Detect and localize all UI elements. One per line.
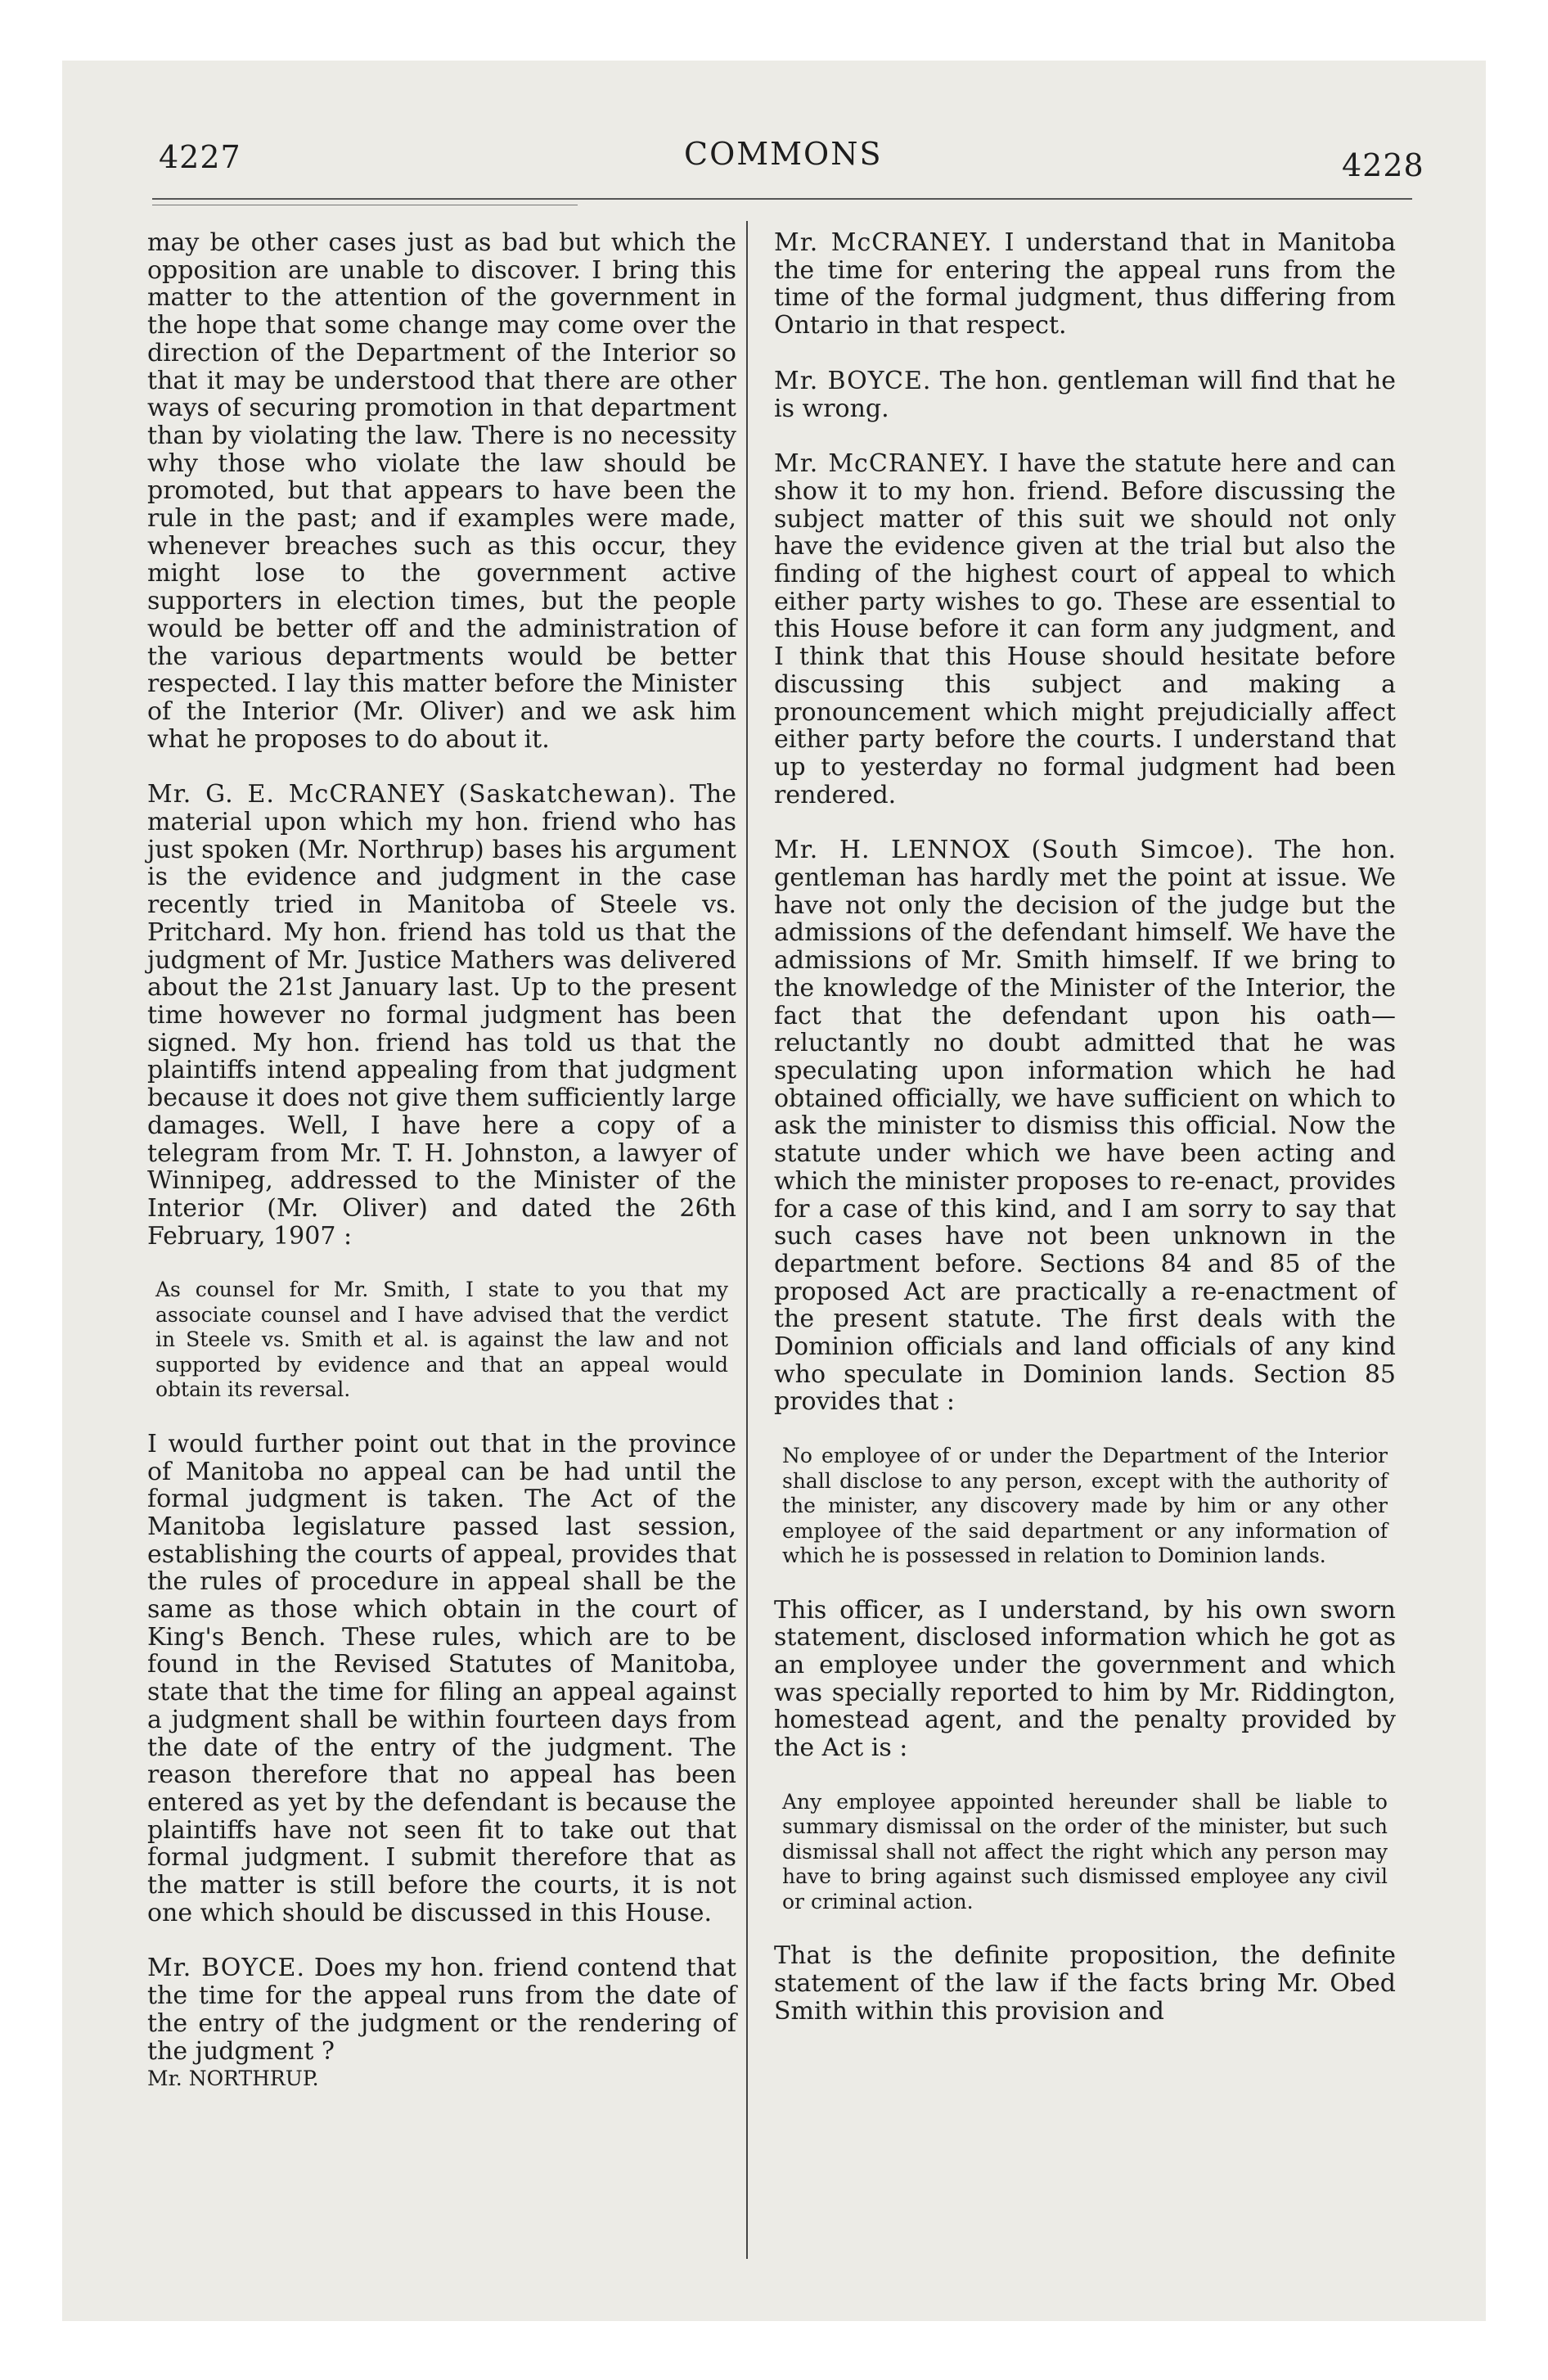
- paragraph: [774, 367, 1396, 422]
- paragraph: That is the definite proposition, the definite statement of the law if the facts bring Mr. Obed Smith within this provision and: [774, 1941, 1396, 2026]
- speaker-name: Mr. NORTHRUP.: [147, 2067, 319, 2091]
- paragraph: [147, 781, 736, 1250]
- paragraph-text: The hon. gentleman will find that he is wrong.: [774, 366, 1396, 423]
- paragraph-text: The material upon which my hon. friend who has just spoken (Mr. Northrup) bases his argument is the evidence and judgment in the case recently tried in Manitoba of Steele vs. Pritchard. My hon. friend has told us that the judgment of Mr. Justice Mathers was delivered about the 21st January last. Up to the present time however no formal judgment has been signed. My hon. friend has told us that the plaintiffs intend appealing from that judgment because it does not give them sufficiently large damages. Well, I have here a copy of a telegram from Mr. T. H. Johnston, a lawyer of Winnipeg, addressed to the Minister of the Interior (Mr. Oliver) and dated the 26th February, 1907 :: [147, 780, 736, 1251]
- paragraph-text: The hon. gentleman has hardly met the point at issue. We have not only the decision of the judge but the admissions of the defendant himself. We have the admissions of Mr. Smith himself. If we bring to the knowledge of the Minister of the Interior, the fact that the defendant upon his oath—reluctantly no doubt admitted that he was speculating upon information which he had obtained officially, we have sufficient on which to ask the minister to dismiss this official. Now the statute under which we have been acting and which the minister proposes to re-enact, provides for a case of this kind, and I am sorry to say that such cases have not been unknown in the department before. Sections 84 and 85 of the proposed Act are practically a re-enactment of the present statute. The first deals with the Dominion officials and land officials of any kind who speculate in Dominion lands. Section 85 provides that :: [774, 836, 1396, 1417]
- column-divider: [746, 221, 748, 2259]
- paragraph-text: Does my hon. friend contend that the time for the appeal runs from the date of the entry of the judgment or the rendering of the judgment ?: [147, 1954, 736, 2066]
- paragraph: [774, 450, 1396, 809]
- speaker-name: Mr. McCRANEY.: [774, 228, 993, 257]
- paragraph: This officer, as I understand, by his own sworn statement, disclosed information which he got as an employee under the government and which was specially reported to him by Mr. Riddington, homestead agent, and the penalty provided by the Act is :: [774, 1595, 1396, 1763]
- speaker-name: Mr. BOYCE.: [147, 1954, 305, 1983]
- quoted-statute: Any employee appointed hereunder shall be liable to summary dismissal on the order of the minister, but such dismissal shall not affect the right which any person may have to bring against such dismissed employee any civil or criminal action.: [782, 1789, 1388, 1913]
- running-title: COMMONS: [684, 136, 883, 172]
- paragraph-text: I understand that in Manitoba the time for entering the appeal runs from the time of the formal judgment, thus differing from Ontario in that respect.: [774, 228, 1396, 340]
- speaker-name: Mr. G. E. McCRANEY (Saskatchewan).: [147, 780, 677, 809]
- paragraph-text: I have the statute here and can show it to my hon. friend. Before discussing the subject matter of this suit we should not only have the evidence given at the trial but also the finding of the highest court of appeal to which either party wishes to go. These are essential to this House before it can form any judgment, and I think that this House should hesitate before discussing this subject and making a pronouncement which might prejudicially affect either party before the courts. I understand that up to yesterday no formal judgment had been rendered.: [774, 449, 1396, 809]
- page-number-right: 4228: [1342, 147, 1424, 183]
- paragraph: [774, 836, 1396, 1416]
- speaker-name: Mr. H. LENNOX (South Simcoe).: [774, 836, 1255, 865]
- paragraph: may be other cases just as bad but which the opposition are unable to discover. I bring this matter to the attention of the government in the hope that some change may come over the direction of the Department of the Interior so that it may be understood that there are other ways of securing promotion in that department than by violating the law. There is no necessity why those who violate the law should be promoted, but that appears to have been the rule in the past; and if examples were made, whenever breaches such as this occur, they might lose to the government active supporters in election times, but the people would be better off and the administration of the various departments would be better respected. I lay this matter before the Minister of the Interior (Mr. Oliver) and we ask him what he proposes to do about it.: [147, 228, 736, 754]
- page-sheet: [62, 61, 1486, 2321]
- header-rule: [152, 198, 1412, 200]
- left-column: [147, 229, 736, 2093]
- paragraph: I would further point out that in the province of Manitoba no appeal can be had until the formal judgment is taken. The Act of the Manitoba legislature passed last session, establishing the courts of appeal, provides that the rules of procedure in appeal shall be the same as those which obtain in the court of King's Bench. These rules, which are to be found in the Revised Statutes of Manitoba, state that the time for filing an appeal against a judgment shall be within fourteen days from the date of the entry of the judgment. The reason therefore that no appeal has been entered as yet by the defendant is because the plaintiffs have not seen fit to take out that formal judgment. I submit therefore that as the matter is still before the courts, it is not one which should be discussed in this House.: [147, 1429, 736, 1927]
- paragraph: [774, 229, 1396, 340]
- right-column: [774, 229, 1396, 2025]
- page-number-left: 4227: [159, 139, 241, 175]
- speaker-name: Mr. McCRANEY.: [774, 449, 990, 479]
- page-header: [62, 61, 1486, 208]
- quoted-statute: No employee of or under the Department of the Interior shall disclose to any person, except with the authority of the minister, any discovery made by him or any other employee of the said department or any information of which he is possessed in relation to Dominion lands.: [782, 1444, 1388, 1568]
- quoted-telegram: As counsel for Mr. Smith, I state to you that my associate counsel and I have advised that the verdict in Steele vs. Smith et al. is against the law and not supported by evidence and that an appeal would obtain its reversal.: [155, 1278, 728, 1402]
- speaker-name: Mr. BOYCE.: [774, 366, 932, 395]
- paragraph: [147, 1954, 736, 2065]
